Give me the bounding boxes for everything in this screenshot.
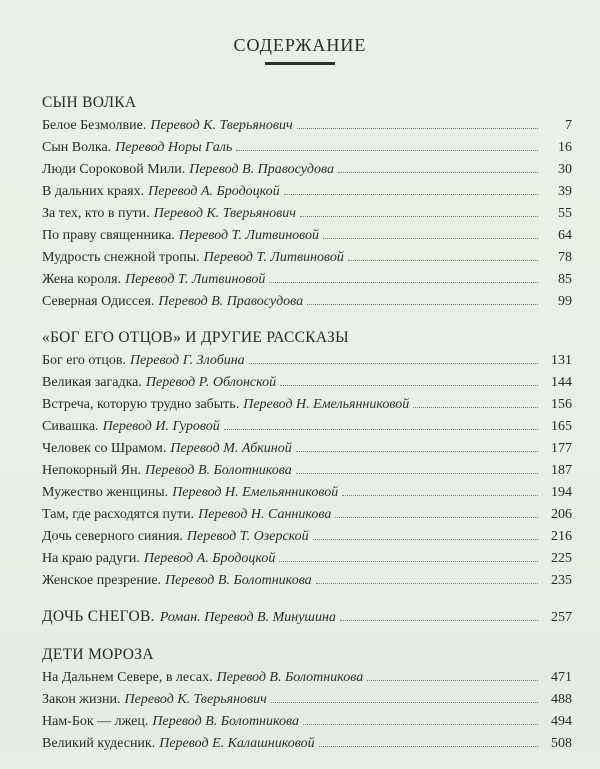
heading-block (0, 35, 600, 65)
entry-page: 494 (551, 714, 572, 729)
entry-name: Северная Одиссея. (42, 294, 155, 309)
entry-translation: Перевод Н. Емельянниковой (243, 397, 410, 412)
entry-translation: Перевод Т. Озерской (186, 529, 309, 544)
toc-entry (42, 181, 572, 203)
entry-translation: Перевод И. Гуровой (102, 419, 220, 434)
entry-name: Нам-Бок — лжец. (42, 714, 149, 729)
leader-dots (313, 539, 538, 540)
leader-dots (279, 561, 538, 562)
entry-translation: Перевод В. Болотникова (145, 463, 292, 478)
entry-translation: Перевод К. Тверьянович (124, 692, 267, 707)
entry-name: На краю радуги. (42, 551, 140, 566)
toc-entry (42, 689, 572, 711)
entry-page: 216 (551, 529, 572, 544)
entry-translation: Перевод А. Бродоцкой (143, 551, 276, 566)
entry-page: 131 (551, 353, 572, 368)
toc-entry (42, 137, 572, 159)
leader-dots (280, 385, 538, 386)
toc-entry (42, 482, 572, 504)
entry-page: 16 (558, 140, 572, 155)
leader-dots (413, 407, 538, 408)
entry-translation: Перевод К. Тверьянович (150, 118, 293, 133)
entry-name: В дальних краях. (42, 184, 145, 199)
leader-dots (342, 495, 538, 496)
entry-translation: Перевод Р. Облонской (145, 375, 277, 390)
entry-translation: Перевод Н. Санникова (198, 507, 332, 522)
entry-translation: Перевод Т. Литвиновой (125, 272, 266, 287)
entry-name: Мужество женщины. (42, 485, 169, 500)
entry-translation: Перевод В. Болотникова (165, 573, 312, 588)
title-underline (265, 62, 335, 65)
entry-name: Сивашка. (42, 419, 99, 434)
entry-translation: Перевод В. Правосудова (158, 294, 304, 309)
leader-dots (296, 451, 538, 452)
entry-translation: Перевод К. Тверьянович (153, 206, 296, 221)
entry-name: Бог его отцов. (42, 353, 126, 368)
entry-page: 55 (558, 206, 572, 221)
toc-entry (42, 291, 572, 313)
toc-entry (42, 115, 572, 137)
section-title: «БОГ ЕГО ОТЦОВ» И ДРУГИЕ РАССКАЗЫ (42, 329, 349, 346)
entry-translation: Перевод Т. Литвиновой (203, 250, 344, 265)
entry-page: 85 (558, 272, 572, 287)
entry-translation: Перевод Норы Галь (115, 140, 233, 155)
leader-dots (335, 517, 538, 518)
leader-dots (224, 429, 538, 430)
entry-name: Дочь северного сияния. (42, 529, 183, 544)
entry-page: 488 (551, 692, 572, 707)
entry-name: Закон жизни. (42, 692, 121, 707)
entry-name: Люди Сороковой Мили. (42, 162, 186, 177)
section-title: ДЕТИ МОРОЗА (42, 646, 154, 663)
entry-translation: Перевод А. Бродоцкой (148, 184, 280, 199)
novel-page: 257 (551, 610, 572, 625)
toc-entry (42, 504, 572, 526)
leader-dots (271, 702, 538, 703)
leader-dots (236, 150, 538, 151)
entry-page: 78 (558, 250, 572, 265)
entry-name: Белое Безмолвие. (42, 118, 147, 133)
entry-translation: Перевод В. Болотникова (216, 670, 364, 685)
entry-page: 235 (551, 573, 572, 588)
toc-entry (42, 394, 572, 416)
entry-translation: Перевод Т. Литвиновой (178, 228, 320, 243)
entry-name: Женское презрение. (42, 573, 162, 588)
entry-name: За тех, кто в пути. (42, 206, 150, 221)
leader-dots (316, 583, 538, 584)
entry-page: 177 (551, 441, 572, 456)
entry-name: Человек со Шрамом. (42, 441, 167, 456)
toc-entry (42, 711, 572, 733)
toc-entry (42, 667, 572, 689)
toc-entry (42, 350, 572, 372)
leader-dots (348, 260, 538, 261)
entry-page: 39 (558, 184, 572, 199)
leader-dots (307, 304, 538, 305)
entry-page: 7 (565, 118, 572, 133)
leader-dots (338, 172, 538, 173)
entry-name: Великая загадка. (42, 375, 142, 390)
entry-name: Мудрость снежной тропы. (42, 250, 200, 265)
toc-entry (42, 733, 572, 755)
entry-name: Жена короля. (42, 272, 122, 287)
entry-translation: Перевод Е. Калашниковой (159, 736, 315, 751)
entry-translation: Перевод В. Правосудова (189, 162, 334, 177)
leader-dots (249, 363, 538, 364)
toc-entry (42, 159, 572, 181)
toc-entry (42, 269, 572, 291)
toc-entry (42, 526, 572, 548)
toc-entry (42, 372, 572, 394)
toc-entry (42, 570, 572, 592)
entry-page: 206 (551, 507, 572, 522)
novel-title: ДОЧЬ СНЕГОВ. (42, 608, 155, 625)
section-bog-ego-otcov (42, 327, 572, 592)
entry-translation: Перевод Н. Емельянниковой (172, 485, 339, 500)
leader-dots (340, 620, 538, 621)
entry-page: 194 (551, 485, 572, 500)
leader-dots (269, 282, 538, 283)
novel-translation: Роман. Перевод В. Минушина (159, 610, 336, 625)
entry-name: Великий кудесник. (42, 736, 156, 751)
toc-entry (42, 416, 572, 438)
leader-dots (297, 128, 538, 129)
section-syn-volka (42, 92, 572, 313)
leader-dots (300, 216, 538, 217)
entry-name: Там, где расходятся пути. (42, 507, 195, 522)
leader-dots (323, 238, 538, 239)
entry-page: 64 (558, 228, 572, 243)
table-of-contents (42, 92, 572, 769)
entry-page: 30 (558, 162, 572, 177)
entry-page: 187 (551, 463, 572, 478)
toc-novel-entry (42, 606, 572, 628)
entry-page: 99 (558, 294, 572, 309)
toc-entry (42, 225, 572, 247)
leader-dots (284, 194, 538, 195)
section-deti-moroza (42, 644, 572, 755)
entry-name: Встреча, которую трудно забыть. (42, 397, 240, 412)
entry-page: 225 (551, 551, 572, 566)
entry-name: На Дальнем Севере, в лесах. (42, 670, 213, 685)
entry-translation: Перевод М. Абкиной (170, 441, 292, 456)
toc-entry (42, 438, 572, 460)
entry-page: 156 (551, 397, 572, 412)
entry-page: 471 (551, 670, 572, 685)
leader-dots (319, 746, 538, 747)
entry-name: Непокорный Ян. (42, 463, 142, 478)
leader-dots (296, 473, 538, 474)
entry-name: Сын Волка. (42, 140, 112, 155)
entry-translation: Перевод Г. Злобина (129, 353, 245, 368)
page-title: СОДЕРЖАНИЕ (233, 35, 367, 55)
entry-page: 508 (551, 736, 572, 751)
entry-page: 144 (551, 375, 572, 390)
entry-name: По праву священника. (42, 228, 175, 243)
toc-entry (42, 247, 572, 269)
toc-entry (42, 203, 572, 225)
toc-entry (42, 460, 572, 482)
section-title: СЫН ВОЛКА (42, 94, 137, 111)
leader-dots (303, 724, 538, 725)
leader-dots (367, 680, 538, 681)
toc-entry (42, 548, 572, 570)
entry-page: 165 (551, 419, 572, 434)
entry-translation: Перевод В. Болотникова (152, 714, 299, 729)
